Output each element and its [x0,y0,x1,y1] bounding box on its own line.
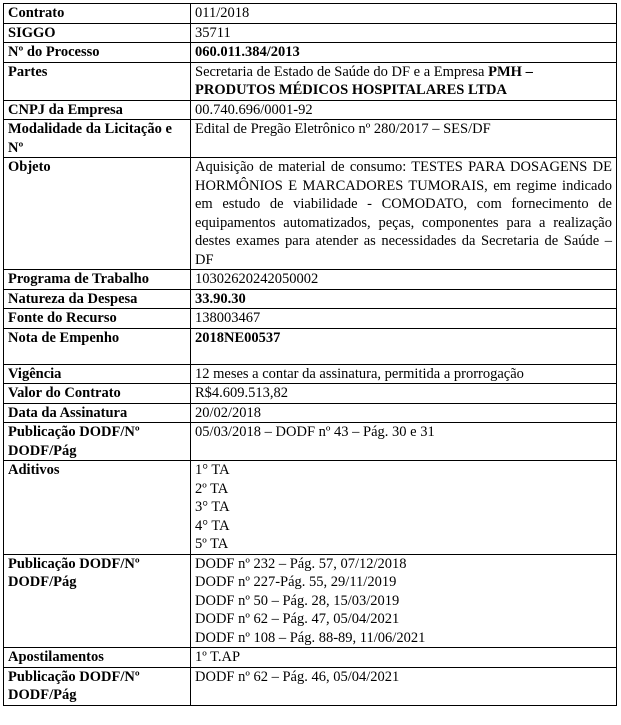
publicacao-item: DODF nº 50 – Pág. 28, 15/03/2019 [195,592,400,609]
value-processo: 060.011.384/2013 [191,43,617,63]
value-fonte: 138003467 [191,309,617,329]
value-contrato: 011/2018 [191,4,617,24]
row-modalidade [4,120,617,158]
label-processo: Nº do Processo [4,43,191,63]
aditivo-item: 1° TA [195,462,230,478]
row-programa [4,270,617,290]
value-apostilamentos: 1º T.AP [191,648,617,668]
partes-company: PMH – PRODUTOS MÉDICOS HOSPITALARES LTDA [195,63,533,98]
label-fonte: Fonte do Recurso [4,309,191,329]
publicacao-item: DODF nº 227-Pág. 55, 29/11/2019 [195,574,397,590]
publicacao-item: DODF nº 108 – Pág. 88-89, 11/06/2021 [195,629,426,646]
label-publicacao-3: Publicação DODF/Nº DODF/Pág [4,667,191,705]
label-cnpj: CNPJ da Empresa [4,100,191,120]
row-objeto [4,158,617,270]
publicacao-item: DODF nº 232 – Pág. 57, 07/12/2018 [195,555,407,572]
label-programa: Programa de Trabalho [4,270,191,290]
publicacao-item: DODF nº 62 – Pág. 47, 05/04/2021 [195,611,400,627]
value-partes [191,62,617,100]
aditivo-item: 4° TA [195,517,230,534]
label-objeto: Objeto [4,158,191,270]
row-processo [4,43,617,63]
row-publicacao-1 [4,423,617,461]
aditivo-item: 3° TA [195,499,230,515]
row-contrato [4,4,617,24]
aditivo-item: 5º TA [195,536,229,552]
label-empenho: Nota de Empenho [4,328,191,364]
row-natureza [4,289,617,309]
partes-text: Secretaria de Estado de Saúde do DF e a Empresa [195,63,489,80]
row-empenho [4,328,617,364]
value-valor: R$4.609.513,82 [191,384,617,404]
row-valor [4,384,617,404]
label-apostilamentos: Apostilamentos [4,648,191,668]
row-cnpj [4,100,617,120]
value-publicacao-1: 05/03/2018 – DODF nº 43 – Pág. 30 e 31 [191,423,617,461]
value-data-assinatura: 20/02/2018 [191,403,617,423]
row-siggo [4,23,617,43]
row-publicacao-2 [4,554,617,648]
value-vigencia: 12 meses a contar da assinatura, permitida a prorrogação [191,364,617,384]
value-modalidade: Edital de Pregão Eletrônico nº 280/2017 – SES/DF [191,120,617,158]
row-apostilamentos [4,648,617,668]
label-publicacao-2: Publicação DODF/Nº DODF/Pág [4,554,191,648]
label-vigencia: Vigência [4,364,191,384]
contract-details-table [3,3,617,706]
label-contrato: Contrato [4,4,191,24]
row-aditivos [4,461,617,555]
label-publicacao-1: Publicação DODF/Nº DODF/Pág [4,423,191,461]
row-partes [4,62,617,100]
label-data-assinatura: Data da Assinatura [4,403,191,423]
row-vigencia [4,364,617,384]
value-natureza: 33.90.30 [191,289,617,309]
label-modalidade: Modalidade da Licitação e Nº [4,120,191,158]
value-objeto: Aquisição de material de consumo: TESTES PARA DOSAGENS DE HORMÔNIOS E MARCADORES TUMORAIS, em regime indicado em estudo de viabilidade - COMODATO, com fornecimento de equipamentos automatizados, peças, componentes para a realização destes exames para atender as necessidades da Secretaria de Saúde – DF [191,158,617,270]
value-siggo: 35711 [191,23,617,43]
row-publicacao-3 [4,667,617,705]
label-aditivos: Aditivos [4,461,191,555]
label-partes: Partes [4,62,191,100]
label-natureza: Natureza da Despesa [4,289,191,309]
value-empenho: 2018NE00537 [191,328,617,364]
value-publicacao-3: DODF nº 62 – Pág. 46, 05/04/2021 [191,667,617,705]
aditivo-item: 2º TA [195,480,229,497]
label-valor: Valor do Contrato [4,384,191,404]
value-cnpj: 00.740.696/0001-92 [191,100,617,120]
value-aditivos [191,461,617,555]
value-publicacao-2 [191,554,617,648]
row-fonte [4,309,617,329]
label-siggo: SIGGO [4,23,191,43]
value-programa: 10302620242050002 [191,270,617,290]
row-data-assinatura [4,403,617,423]
